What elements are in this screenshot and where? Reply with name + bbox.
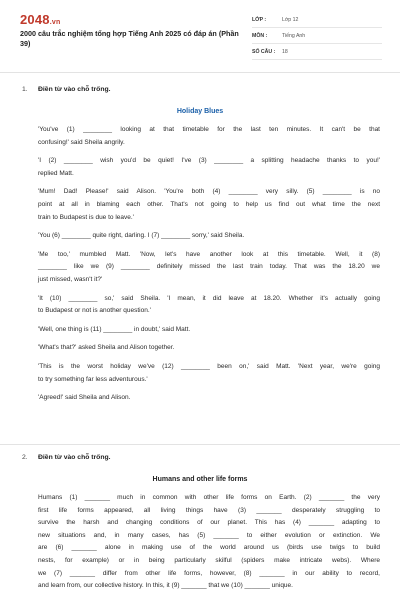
meta-row-count (252, 44, 382, 60)
meta-value: 18 (282, 48, 288, 55)
paragraph-line: point at all in blaming each other. That's not going to help us find out what time the next (38, 200, 380, 208)
question-instruction: Điền từ vào chỗ trống. (38, 86, 111, 93)
paragraph-line: train to Budapest is due to leave.' (38, 213, 134, 221)
paragraph-line: nests, for example) or in being particularly skilful (spiders make intricate webs). Where (38, 556, 380, 564)
question-instruction: Điền từ vào chỗ trống. (38, 454, 111, 461)
paragraph-line: just missed, wasn't it?' (38, 275, 103, 283)
paragraph (38, 155, 380, 180)
paragraph-line: first life forms appeared, all living things have (3) _______ desperately struggling to (38, 506, 380, 514)
paragraph (38, 230, 380, 243)
meta-value: Tiếng Anh (282, 32, 306, 39)
meta-table (252, 12, 382, 60)
paragraph-line: 'It (10) ________ so,' said Sheila. 'I mean, it did leave at 18.20. Whether it's actually going (38, 294, 380, 302)
question-number: 2. (22, 454, 28, 461)
question-1-header (22, 86, 111, 93)
meta-value: Lớp 12 (282, 16, 299, 23)
paragraph (38, 324, 380, 337)
paragraph (38, 492, 380, 593)
meta-key: MÔN : (252, 32, 268, 39)
divider (0, 444, 400, 445)
paragraph-line: survive the harsh and changing conditions of our planet. This has (4) _______ adapting to (38, 519, 380, 527)
paragraph-line: replied Matt. (38, 169, 74, 177)
paragraph-line: confusing!' said Sheila angrily. (38, 138, 125, 146)
paragraph-line: and learn from, our collective history. In this, it (9) _______ that we (10) _______ unique. (38, 582, 293, 590)
paragraph (38, 392, 380, 405)
header (0, 0, 400, 73)
paragraph-line: 'I (2) ________ wish you'd be quiet! I've (3) ________ a splitting headache thanks to you!' (38, 157, 380, 165)
site-logo[interactable] (20, 12, 60, 27)
paragraph-line: 'What's that?' asked Sheila and Alison together. (38, 344, 175, 352)
paragraph (38, 342, 380, 355)
paragraph (38, 186, 380, 224)
paragraph-line: 'Well, one thing is (11) ________ in doubt,' said Matt. (38, 325, 191, 333)
meta-key: SỐ CÂU : (252, 48, 276, 55)
meta-row-subject (252, 28, 382, 44)
paragraph-line: we (7) _______ differ from other life forms, however, (8) _______ in our ability to record, (38, 569, 380, 577)
paragraph-line: new situations and, in many cases, has (5) _______ to either evolution or extinction. We (38, 531, 380, 539)
paragraph (38, 124, 380, 149)
logo-text: 2048 (20, 12, 50, 27)
logo-suffix: .vn (49, 19, 61, 26)
paragraph (38, 293, 380, 318)
paragraph-line: to Budapest or not is another question.' (38, 307, 151, 315)
paragraph-line: 'You've (1) ________ looking at that timetable for the last ten minutes. It can't be that (38, 126, 380, 133)
paragraph-line: 'This is the worst holiday we've (12) ________ been on,' said Matt. 'Next year, we're going (38, 363, 380, 370)
meta-key: LỚP : (252, 16, 267, 23)
paragraph (38, 249, 380, 287)
paragraph-line: are (6) _______ alone in making use of the world around us (birds use twigs to build (38, 544, 380, 552)
paragraph-line: 'Me too,' mumbled Matt. 'Now, let's have another look at this timetable. Well, it (8) (38, 250, 380, 258)
passage-title: Humans and other life forms (152, 476, 248, 483)
paragraph-line: ________ like we (9) ________ definitely missed the last train today. That was the 18.20 we (38, 263, 380, 271)
paragraph-line: 'Agreed!' said Sheila and Alison. (38, 394, 131, 402)
paragraph-line: 'Mum! Dad! Please!' said Alison. 'You're both (4) ________ very silly. (5) ________ is no (38, 188, 380, 196)
paragraph-line: to try something far less adventurous.' (38, 375, 148, 383)
paragraph-line: Humans (1) _______ much in common with other life forms on Earth. (2) _______ the very (38, 494, 380, 501)
question-2-header (22, 454, 111, 461)
document-title: 2000 câu trắc nghiệm tổng hợp Tiếng Anh 2025 có đáp án (Phần 39) (20, 29, 239, 48)
question-number: 1. (22, 86, 28, 93)
paragraph-line: 'You (6) ________ quite right, darling. I (7) ________ sorry,' said Sheila. (38, 232, 245, 240)
passage-title: Holiday Blues (176, 108, 224, 115)
paragraph (38, 361, 380, 386)
meta-row-class (252, 12, 382, 28)
